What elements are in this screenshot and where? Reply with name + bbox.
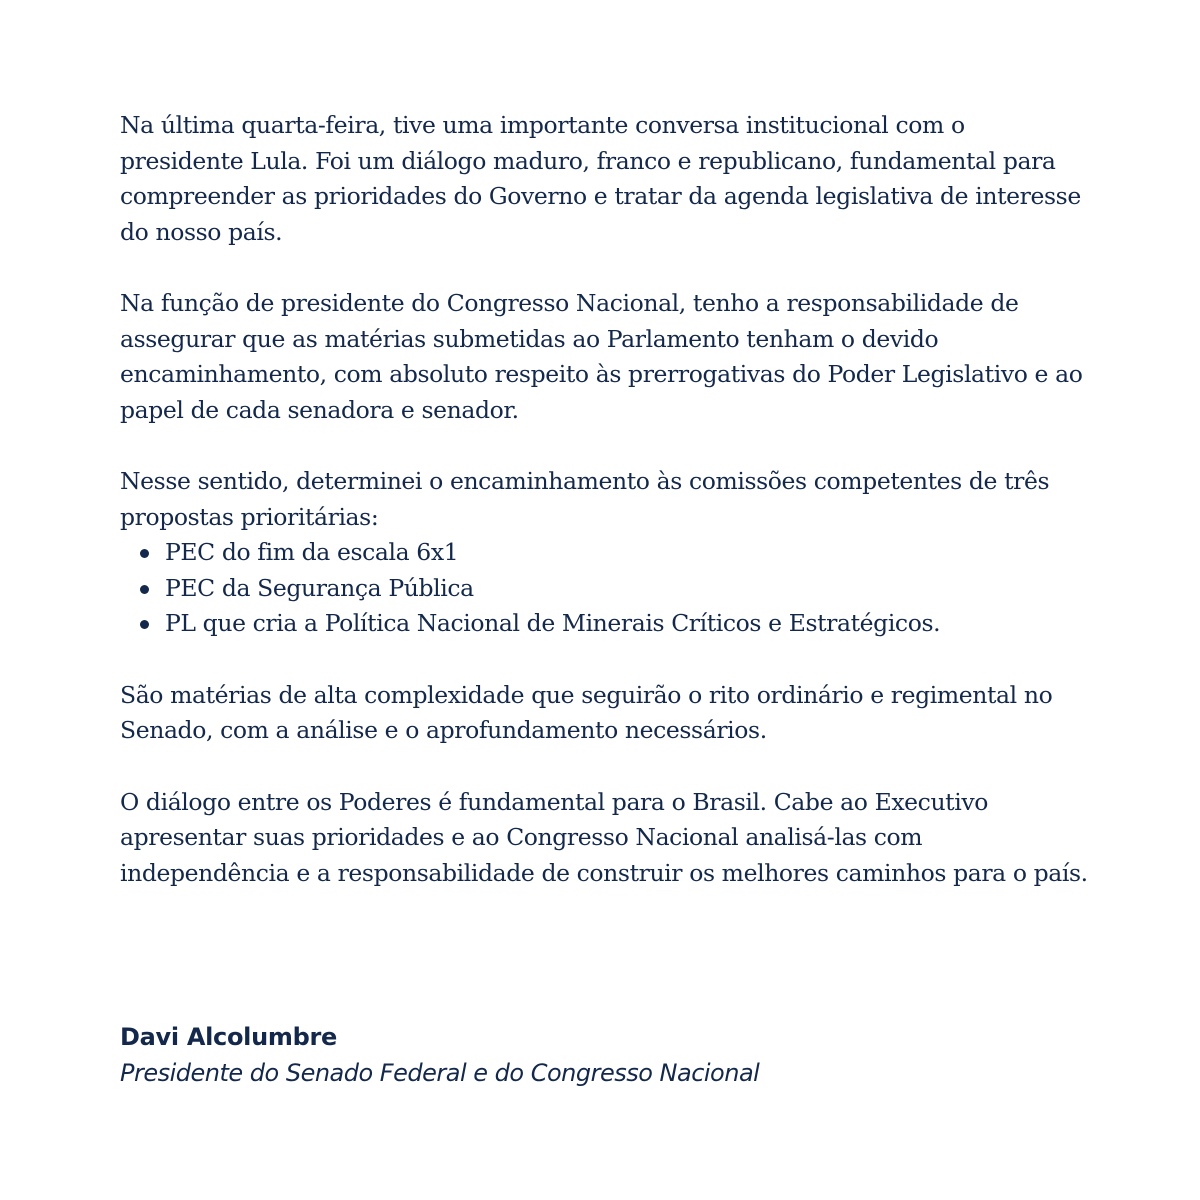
proposal-text: PEC do fim da escala 6x1 bbox=[165, 538, 459, 566]
list-item bbox=[120, 606, 1090, 642]
proposal-text: PL que cria a Política Nacional de Minerais Críticos e Estratégicos. bbox=[165, 609, 941, 637]
bullet-icon bbox=[140, 585, 149, 594]
letter-body bbox=[120, 108, 1090, 927]
signature-block bbox=[120, 1019, 759, 1091]
paragraph-responsibility: Na função de presidente do Congresso Nacional, tenho a responsabilidade de assegurar que as matérias submetidas ao Parlamento tenham o devido encaminhamento, com absoluto respeito às prerrogativas do Poder Legislativo e ao papel de cada senadora e senador. bbox=[120, 289, 1083, 424]
proposal-text: PEC da Segurança Pública bbox=[165, 573, 474, 602]
list-item bbox=[120, 535, 1090, 571]
signatory-title: Presidente do Senado Federal e do Congresso Nacional bbox=[120, 1059, 760, 1087]
list-item bbox=[120, 571, 1090, 607]
bullet-icon bbox=[140, 620, 149, 629]
paragraph-complexity: São matérias de alta complexidade que seguirão o rito ordinário e regimental no Senado, com a análise e o aprofundamento necessários. bbox=[120, 680, 1053, 744]
paragraph-meeting: Na última quarta-feira, tive uma importante conversa institucional com o presidente Lula. Foi um diálogo maduro, franco e republicano, fundamental para compreender as prioridades do Governo e tratar da agenda legislativa de interesse do nosso país. bbox=[120, 111, 1081, 246]
signatory-name: Davi Alcolumbre bbox=[120, 1023, 337, 1051]
paragraph-proposals-intro: Nesse sentido, determinei o encaminhamento às comissões competentes de três propostas prioritárias: bbox=[120, 467, 1050, 531]
paragraph-dialogue: O diálogo entre os Poderes é fundamental para o Brasil. Cabe ao Executivo apresentar suas prioridades e ao Congresso Nacional analisá-las com independência e a responsabilidade de construir os melhores caminhos para o país. bbox=[120, 787, 1088, 887]
proposals-list bbox=[120, 535, 1090, 642]
bullet-icon bbox=[140, 549, 149, 558]
